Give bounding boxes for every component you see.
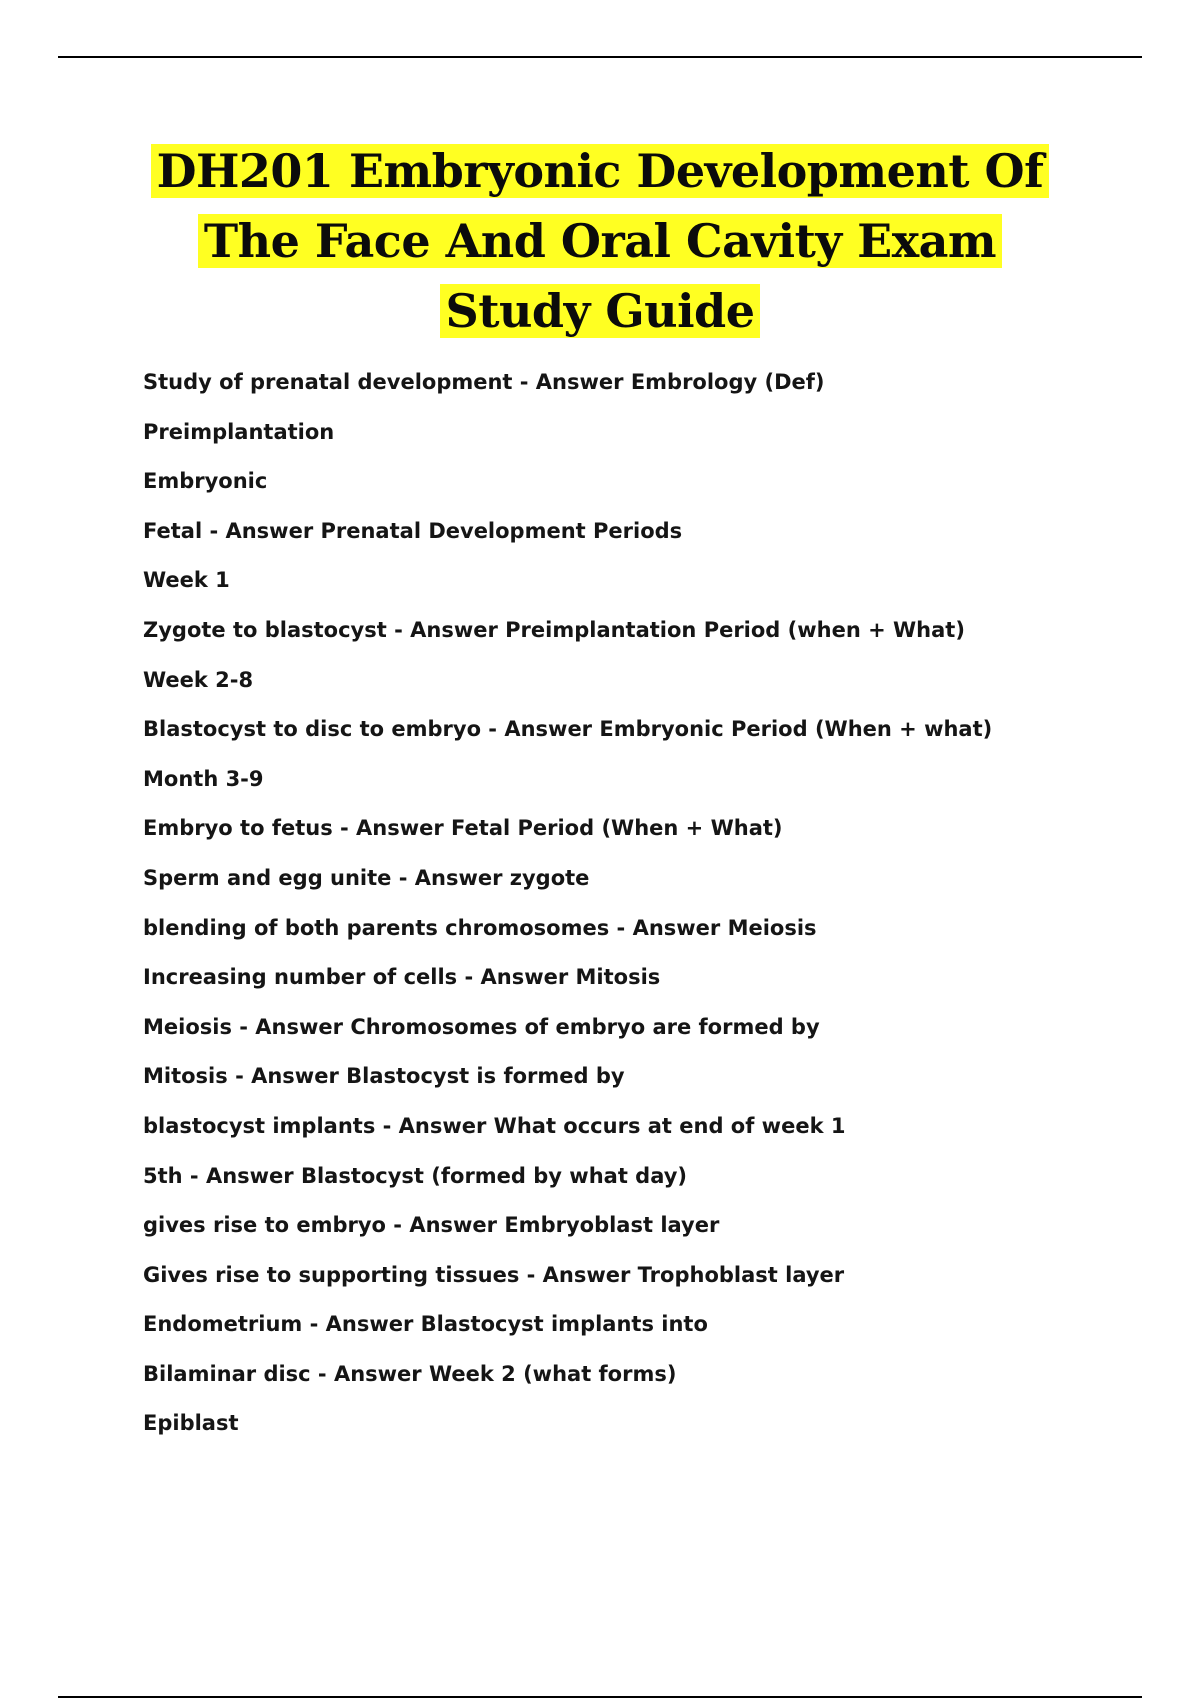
list-item: Endometrium - Answer Blastocyst implants into — [143, 1312, 708, 1337]
list-item: Zygote to blastocyst - Answer Preimplantation Period (when + What) — [143, 617, 965, 642]
list-item: gives rise to embryo - Answer Embryoblast layer — [143, 1213, 720, 1238]
list-item: Embryonic — [143, 469, 268, 494]
title-line-1: DH201 Embryonic Development Of — [100, 136, 1100, 206]
list-item: Month 3-9 — [143, 766, 264, 791]
list-item: Increasing number of cells - Answer Mitosis — [143, 965, 661, 990]
list-item: Meiosis - Answer Chromosomes of embryo are formed by — [143, 1014, 820, 1039]
list-item: Week 1 — [143, 568, 230, 593]
list-item: blastocyst implants - Answer What occurs at end of week 1 — [143, 1113, 846, 1138]
list-item: Week 2-8 — [143, 667, 254, 692]
list-item: blending of both parents chromosomes - Answer Meiosis — [143, 915, 817, 940]
list-item: Sperm and egg unite - Answer zygote — [143, 865, 590, 890]
list-item: Epiblast — [143, 1411, 239, 1436]
list-item: Mitosis - Answer Blastocyst is formed by — [143, 1064, 625, 1089]
title-line-2: The Face And Oral Cavity Exam — [100, 206, 1100, 276]
list-item: Study of prenatal development - Answer Embrology (Def) — [143, 370, 825, 394]
list-item: Embryo to fetus - Answer Fetal Period (When + What) — [143, 816, 783, 841]
list-item: Blastocyst to disc to embryo - Answer Embryonic Period (When + what) — [143, 717, 993, 742]
list-item: Preimplantation — [143, 419, 335, 444]
study-guide-entries — [143, 366, 1103, 1457]
document-title — [100, 136, 1100, 346]
footer-rule — [58, 1696, 1142, 1698]
list-item: Fetal - Answer Prenatal Development Periods — [143, 518, 683, 543]
header-rule — [58, 56, 1142, 58]
title-line-3: Study Guide — [100, 276, 1100, 346]
list-item: Bilaminar disc - Answer Week 2 (what forms) — [143, 1361, 677, 1386]
list-item: 5th - Answer Blastocyst (formed by what day) — [143, 1163, 688, 1188]
list-item: Gives rise to supporting tissues - Answer Trophoblast layer — [143, 1262, 845, 1287]
